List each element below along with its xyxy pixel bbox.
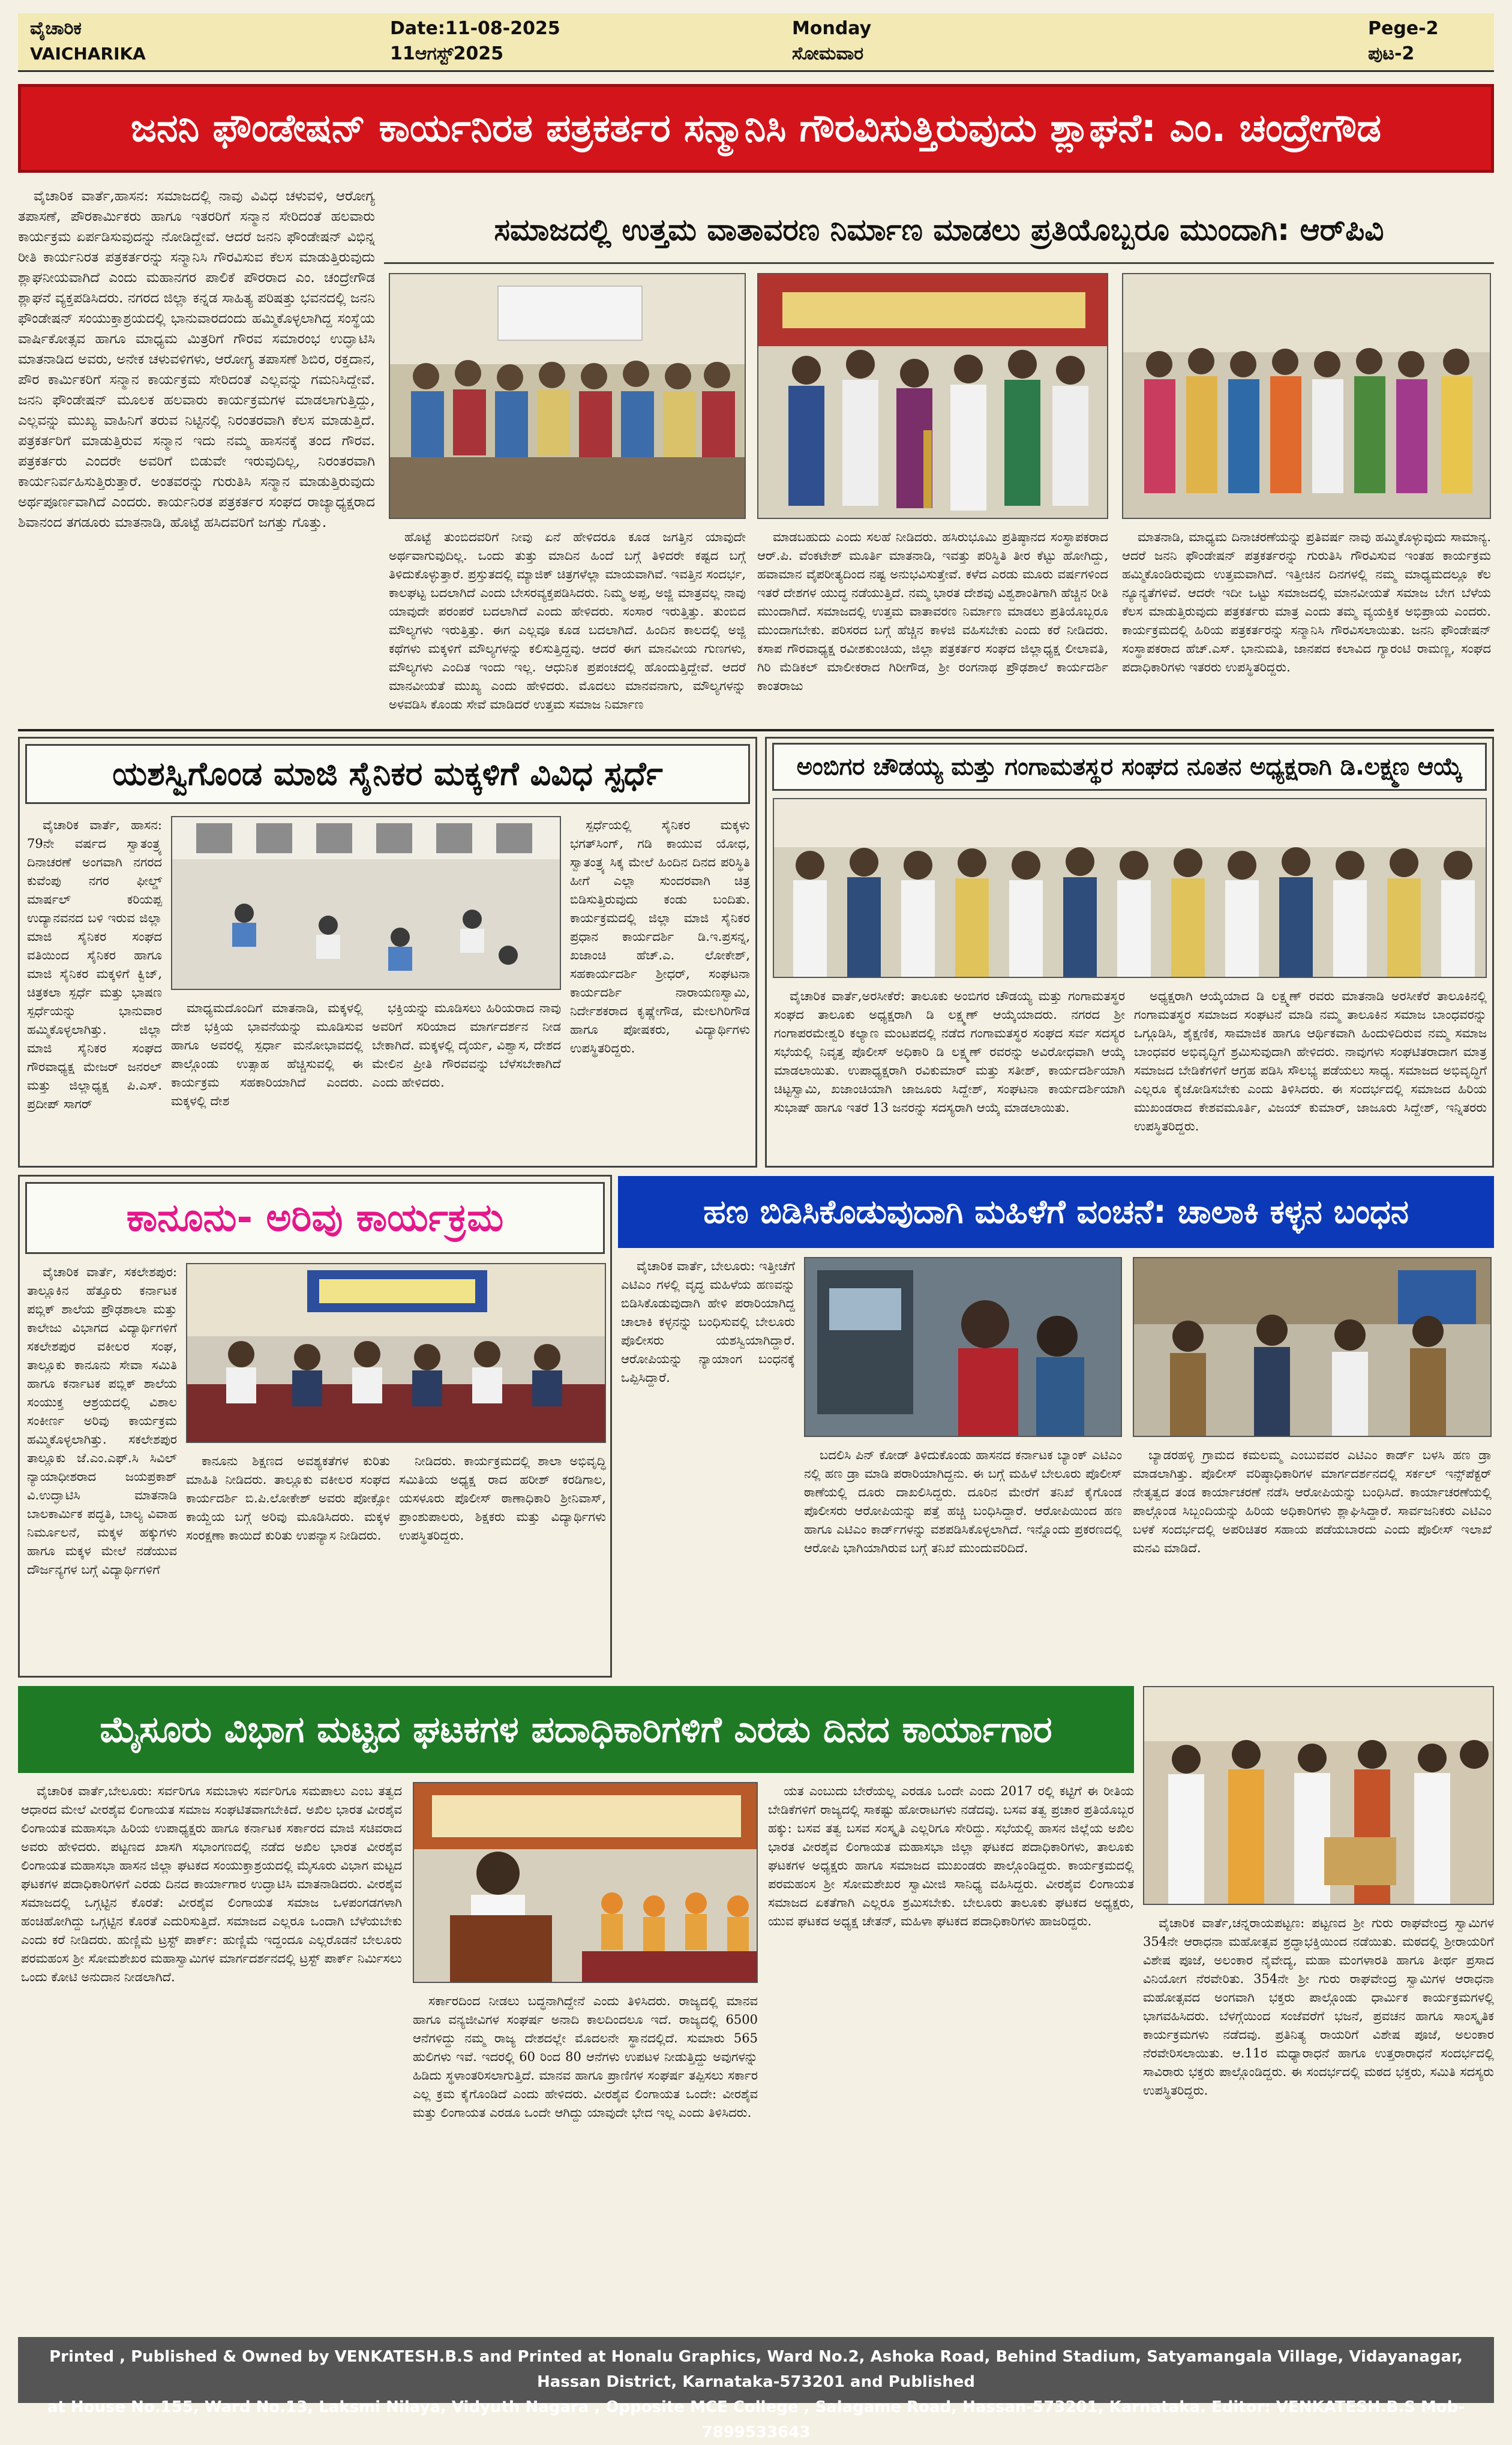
article-law-text-1: ವೈಚಾರಿಕ ವಾರ್ತೆ, ಸಕಲೇಶಪುರ: ತಾಲ್ಲೂಕಿನ ಹೆತ್ತೂರು ಕರ್ನಾಟಕ ಪಬ್ಲಿಕ್ ಶಾಲೆಯ ಪ್ರೌಢಶಾಲಾ ಮತ್ತು ಕಾಲೇಜು ವಿಭಾಗದ ವಿದ್ಯಾರ್ಥಿಗಳಿಗೆ ಸಕಲೇಶಪುರ ವಕೀಲರ ಸಂಘ, ತಾಲ್ಲೂಕು ಕಾನೂನು ಸೇವಾ ಸಮಿತಿ ಹಾಗೂ ಕರ್ನಾಟಕ ಪಬ್ಲಿಕ್ ಶಾಲೆಯ ಸಂಯುಕ್ತ ಆಶ್ರಯದಲ್ಲಿ ವಿಶಾಲ ಸಂಕೀರ್ಣ ಅರಿವು ಕಾರ್ಯಕ್ರಮ ಹಮ್ಮಿಕೊಳ್ಳಲಾಗಿತ್ತು. ಸಕಲೇಶಪುರ ತಾಲ್ಲೂಕು ಜೆ.ಎಂ.ಎಫ್.ಸಿ ಸಿವಿಲ್ ನ್ಯಾಯಾಧೀಶರಾದ ಜಯಪ್ರಕಾಶ್ ವಿ.ಉದ್ಘಾಟಿಸಿ ಮಾತನಾಡಿ ಬಾಲಕಾರ್ಮಿಕ ಪದ್ಧತಿ, ಬಾಲ್ಯ ವಿವಾಹ ನಿರ್ಮೂಲನೆ, ಮಕ್ಕಳ ಹಕ್ಕುಗಳು ಹಾಗೂ ಮಕ್ಕಳ ಮೇಲೆ ನಡೆಯುವ ದೌರ್ಜನ್ಯಗಳ ಬಗ್ಗೆ ವಿದ್ಯಾರ್ಥಿಗಳಿಗೆ	[27, 1265, 177, 1577]
photo-janani-group-1	[389, 273, 746, 519]
photo-workshop-speaker	[413, 1782, 758, 1983]
article-workshop-col-3	[768, 1782, 1134, 2328]
article-gangamata-col-1	[774, 987, 1125, 1161]
footer-line-2: at House No.155, Ward No.13, Laksmi Nilaya, Vidyuth Nagara , Opposite MCE College , Salagame Road, Hassan-573201, Karnataka. Editor: VENKATESH.B.S Mob-7899533643	[47, 2398, 1465, 2441]
article-law-text-2: ಕಾನೂನು ಶಿಕ್ಷಣದ ಅವಶ್ಯಕತೆಗಳ ಕುರಿತು ಮಾಹಿತಿ ನೀಡಿದರು. ತಾಲ್ಲೂಕು ವಕೀಲರ ಸಂಘದ ಕಾರ್ಯದರ್ಶಿ ಬಿ.ಪಿ.ಲೋಕೇಶ್ ಅವರು ಪೋಕ್ಸೋ ಕಾಯ್ದೆಯ ಬಗ್ಗೆ ಅರಿವು ಮೂಡಿಸಿದರು. ಮಕ್ಕಳ ಸಂರಕ್ಷಣಾ ಕಾಯಿದೆ ಕುರಿತು ಉಪನ್ಯಾಸ ನೀಡಿದರು.	[186, 1454, 390, 1543]
photo-atm-accused	[1133, 1257, 1492, 1437]
paper-name-en: VAICHARIKA	[30, 44, 146, 64]
article-law-col-3	[399, 1452, 606, 1671]
article-janani-text: ವೈಚಾರಿಕ ವಾರ್ತೆ,ಹಾಸನ: ಸಮಾಜದಲ್ಲಿ ನಾವು ವಿವಿಧ ಚಳುವಳಿ, ಆರೋಗ್ಯ ತಪಾಸಣೆ, ಪೌರಕಾರ್ಮಿಕರು ಹಾಗೂ ಇತರರಿಗೆ ಸನ್ಮಾನ ಸೇರಿದಂತೆ ಹಲವಾರು ಕಾರ್ಯಕ್ರಮ ಏರ್ಪಡಿಸುವುದನ್ನು ನೋಡಿದ್ದೇವೆ. ಆದರೆ ಜನನಿ ಫೌಂಡೇಷನ್ ವಿಭಿನ್ನ ರೀತಿ ಕಾರ್ಯನಿರತ ಪತ್ರಕರ್ತರನ್ನು ಸನ್ಮಾನಿಸಿ ಗೌರವಿಸುವ ಕೆಲಸ ಮಾಡುತ್ತಿರುವುದು ಶ್ಲಾಘನೀಯವಾಗಿದೆ ಎಂದು ಮಹಾನಗರ ಪಾಲಿಕೆ ಪೌರರಾದ ಎಂ. ಚಂದ್ರೇಗೌಡ ಶ್ಲಾಘನೆ ವ್ಯಕ್ತಪಡಿಸಿದರು. ನಗರದ ಜಿಲ್ಲಾ ಕನ್ನಡ ಸಾಹಿತ್ಯ ಪರಿಷತ್ತು ಭವನದಲ್ಲಿ ಜನನಿ ಫೌಂಡೇಷನ್ ಸಂಯುಕ್ತಾಶ್ರಯದಲ್ಲಿ ಭಾನುವಾರದಂದು ಹಮ್ಮಿಕೊಳ್ಳಲಾಗಿದ್ದ ಸಂಸ್ಥೆಯ ವಾರ್ಷಿಕೋತ್ಸವ ಹಾಗೂ ಮಾಧ್ಯಮ ಮಿತ್ರರಿಗೆ ಗೌರವ ಸಮಾರಂಭ ಉದ್ಘಾಟಿಸಿ ಮಾತನಾಡಿದ ಅವರು, ಅನೇಕ ಚಳುವಳಿಗಳು, ಆರೋಗ್ಯ ತಪಾಸಣೆ ಶಿಬಿರ, ರಕ್ತದಾನ, ಪೌರ ಕಾರ್ಮಿಕರಿಗೆ ಸನ್ಮಾನ ಕಾರ್ಯಕ್ರಮ ಸೇರಿದಂತೆ ಎಲ್ಲವನ್ನು ಗಮನಿಸಿದ್ದೇವೆ. ಜನನಿ ಫೌಂಡೇಷನ್ ಮೂಲಕ ಹಲವಾರು ಕಾರ್ಯಕ್ರಮಗಳ ಮಾಡಲಾಗುತ್ತಿದ್ದು, ಎಲ್ಲವನ್ನು ಮುಖ್ಯ ವಾಹಿನಿಗೆ ತರುವ ನಿಟ್ಟಿನಲ್ಲಿ ನಿರಂತರವಾಗಿ ಕೆಲಸ ಮಾಡುತ್ತಿದೆ. ಪತ್ರಕರ್ತರಿಗೆ ಮಾಡುತ್ತಿರುವ ಸನ್ಮಾನ ಇದು ನಮ್ಮ ಹಾಸನಕ್ಕೆ ತಂದ ಗೌರವ. ಪತ್ರಕರ್ತರು ಎಂದರೇ ಅವರಿಗೆ ಬಿಡುವೇ ಇರುವುದಿಲ್ಲ, ನಿರಂತರವಾಗಿ ಕಾರ್ಯನಿರ್ವಹಿಸುತ್ತಿರುತ್ತಾರೆ. ಅಂತವರನ್ನು ಗುರುತಿಸಿ ಸನ್ಮಾನ ಮಾಡುತ್ತಿರುವುದು ಅರ್ಥಪೂರ್ಣವಾಗಿದೆ ಎಂದರು. ಕಾರ್ಯನಿರತ ಪತ್ರಕರ್ತರ ಸಂಘದ ರಾಜ್ಯಾಧ್ಯಕ್ಷರಾದ ಶಿವಾನಂದ ತಗಡೂರು ಮಾತನಾಡಿ, ಹೊಟ್ಟೆ ಹಸಿದವರಿಗೆ ಜಗತ್ತು ಗೊತ್ತು.	[18, 188, 375, 530]
headline-law-awareness: ಕಾನೂನು- ಅರಿವು ಕಾರ್ಯಕ್ರಮ	[25, 1182, 605, 1254]
divider-1	[18, 729, 1494, 731]
headline-rpv: ಸಮಾಜದಲ್ಲಿ ಉತ್ತಮ ವಾತಾವರಣ ನಿರ್ಮಾಣ ಮಾಡಲು ಪ್ರತಿಯೊಬ್ಬರೂ ಮುಂದಾಗಿ: ಆರ್‌ಪಿವಿ	[384, 198, 1494, 264]
headline-jananifoundation: ಜನನಿ ಫೌಂಡೇಷನ್ ಕಾರ್ಯನಿರತ ಪತ್ರಕರ್ತರ ಸನ್ಮಾನಿಸಿ ಗೌರವಿಸುತ್ತಿರುವುದು ಶ್ಲಾಘನೆ: ಎಂ. ಚಂದ್ರೇಗೌಡ	[18, 84, 1494, 173]
footer-line-1: Printed , Published & Owned by VENKATESH.B.S and Printed at Honalu Graphics, Ward No.2, Ashoka Road, Behind Stadium, Satyamangala Village, Vidayanagar, Hassan District, Karnataka-573201 and Published	[49, 2348, 1463, 2391]
article-gangamata-col-2	[1134, 987, 1487, 1161]
photo-drawing-competition	[171, 816, 561, 990]
photo-janani-group-2	[1122, 273, 1491, 519]
article-atm-col-2	[804, 1446, 1122, 1674]
photo-gangamata-group	[773, 798, 1487, 978]
article-law-text-3: ನೀಡಿದರು. ಕಾರ್ಯಕ್ರಮದಲ್ಲಿ ಶಾಲಾ ಅಭಿವೃದ್ಧಿ ಸಮಿತಿಯ ಅಧ್ಯಕ್ಷ ರಾದ ಹರೀಶ್ ಕರಡಿಗಾಲ, ಯಸಳೂರು ಪೊಲೀಸ್ ಠಾಣಾಧಿಕಾರಿ ಶ್ರೀನಿವಾಸ್, ಪ್ರಾಂಶುಪಾಲರು, ಶಿಕ್ಷಕರು ಮತ್ತು ವಿದ್ಯಾರ್ಥಿಗಳು ಉಪಸ್ಥಿತರಿದ್ದರು.	[399, 1454, 606, 1543]
date-en: Date:11-08-2025	[390, 18, 560, 39]
article-exservicemen-text-4: ಭಕ್ತಿಯನ್ನು ಮೂಡಿಸಲು ಹಿರಿಯರಾದ ನಾವು ಅವರಿಗೆ ಸರಿಯಾದ ಮಾರ್ಗದರ್ಶನ ನೀಡ ಬೇಕಾಗಿದೆ. ಮಕ್ಕಳಲ್ಲಿ ದೈರ್ಯ, ವಿಶ್ವಾಸ, ದೇಶದ ಮೇಲಿನ ಪ್ರೀತಿ ಗೌರವವನ್ನು ಬೆಳೆಸಬೇಕಾಗಿದೆ ಎಂದು ಹೇಳಿದರು.	[372, 1001, 561, 1090]
day-en: Monday	[792, 18, 872, 39]
masthead	[18, 13, 1494, 72]
article-gangamata-text-2: ಅಧ್ಯಕ್ಷರಾಗಿ ಆಯ್ಕೆಯಾದ ಡಿ ಲಕ್ಷ್ಮಣ್ ರವರು ಮಾತನಾಡಿ ಅರಸೀಕೆರೆ ತಾಲೂಕಿನಲ್ಲಿ ಗಂಗಾಮತಸ್ಥರ ಸಮಾಜದ ಸಂಘಟನೆ ಮಾಡಿ ನಮ್ಮ ತಾಲೂಕಿನ ಸಮಾಜ ಬಾಂಧವರನ್ನು ಒಗ್ಗೂಡಿಸಿ, ಶೈಕ್ಷಣಿಕ, ಸಾಮಾಜಿಕ ಹಾಗೂ ಆರ್ಥಿಕವಾಗಿ ಹಿಂದುಳಿದಿರುವ ನಮ್ಮ ಸಮಾಜ ಬಾಂಧವರ ಅಭಿವೃದ್ಧಿಗೆ ಶ್ರಮಿಸುವುದಾಗಿ ಹೇಳಿದರು. ನಾವುಗಳು ಸಂಘಟಿತರಾದಾಗ ಮಾತ್ರ ಸಮಾಜದ ಬೇಡಿಕೆಗಳಿಗೆ ಆಗ್ರಹ ಪಡಿಸಿ ಸೌಲಭ್ಯ ಪಡೆಯಲು ಸಾಧ್ಯ. ಸಮಾಜದ ಅಭಿವೃದ್ಧಿಗೆ ಎಲ್ಲರೂ ಕೈಜೋಡಿಸಬೇಕು ಎಂದು ತಿಳಿಸಿದರು. ಈ ಸಂದರ್ಭದಲ್ಲಿ ಸಮಾಜದ ಹಿರಿಯ ಮುಖಂಡರಾದ ಕೇಶವಮೂರ್ತಿ, ವಿಜಯ್ ಕುಮಾರ್, ಜಾಜೂರು ಸಿದ್ದೇಶ್, ಇನ್ನಿತರರು ಉಪಸ್ಥಿತರಿದ್ದರು.	[1134, 989, 1487, 1133]
article-exservicemen-col-3	[171, 999, 363, 1158]
day-kn: ಸೋಮವಾರ	[792, 43, 864, 64]
article-rpv-col-2	[757, 528, 1108, 723]
article-exservicemen-text-2: ಸ್ಪರ್ಧೆಯಲ್ಲಿ ಸೈನಿಕರ ಮಕ್ಕಳು ಭಗತ್‌ಸಿಂಗ್, ಗಡಿ ಕಾಯುವ ಯೋಧ, ಸ್ವಾತಂತ್ರ್ಯ ಸಿಕ್ಕ ಮೇಲೆ ಹಿಂದಿನ ದಿನದ ಪರಿಸ್ಥಿತಿ ಹೀಗೆ ಎಲ್ಲಾ ಸುಂದರವಾಗಿ ಚಿತ್ರ ಬಿಡಿಸುತ್ತಿರುವುದು ಕಂಡು ಬಂದಿತು. ಕಾರ್ಯಕ್ರಮದಲ್ಲಿ ಜಿಲ್ಲಾ ಮಾಜಿ ಸೈನಿಕರ ಪ್ರಧಾನ ಕಾರ್ಯದರ್ಶಿ ಡಿ.ಇ.ಪ್ರಸನ್ನ, ಖಜಾಂಚಿ ಹೆಚ್.ಎ. ಲೋಕೇಶ್, ಸಹಕಾರ್ಯದರ್ಶಿ ಶ್ರೀಧರ್, ಸಂಘಟನಾ ಕಾರ್ಯದರ್ಶಿ ನಾರಾಯಣಸ್ವಾಮಿ, ನಿರ್ದೇಶಕರಾದ ಕೃಷ್ಣೇಗೌಡ, ಮೇಲಗಿರಿಗೌಡ ಹಾಗೂ ಪೋಷಕರು, ವಿದ್ಯಾರ್ಥಿಗಳು ಉಪಸ್ಥಿತರಿದ್ದರು.	[570, 818, 750, 1055]
article-raghavendra-body	[1143, 1914, 1494, 2328]
article-atm-text-1: ವೈಚಾರಿಕ ವಾರ್ತೆ, ಬೇಲೂರು: ಇತ್ತೀಚೆಗೆ ಎಟಿಎಂ ಗಳಲ್ಲಿ ವೃದ್ಧ ಮಹಿಳೆಯ ಹಣವನ್ನು ಬಿಡಿಸಿಕೊಡುವುದಾಗಿ ಹೇಳಿ ಪರಾರಿಯಾಗಿದ್ದ ಚಾಲಾಕಿ ಕಳ್ಳನನ್ನು ಬಂಧಿಸುವಲ್ಲಿ ಬೇಲೂರು ಪೊಲೀಸರು ಯಶಸ್ವಿಯಾಗಿದ್ದಾರೆ. ಆರೋಪಿಯನ್ನು ನ್ಯಾಯಾಂಗ ಬಂಧನಕ್ಕೆ ಒಪ್ಪಿಸಿದ್ದಾರೆ.	[621, 1259, 795, 1385]
article-atm-text-2: ಬದಲಿಸಿ ಪಿನ್ ಕೋಡ್ ತಿಳಿದುಕೊಂಡು ಹಾಸನದ ಕರ್ನಾಟಕ ಬ್ಯಾಂಕ್ ಎಟಿಎಂ ನಲ್ಲಿ ಹಣ ಡ್ರಾ ಮಾಡಿ ಪರಾರಿಯಾಗಿದ್ದನು. ಈ ಬಗ್ಗೆ ಮಹಿಳೆ ಬೇಲೂರು ಪೊಲೀಸ್ ಠಾಣೆಯಲ್ಲಿ ದೂರು ದಾಖಲಿಸಿದ್ದರು. ದೂರಿನ ಮೇರೆಗೆ ತನಿಖೆ ಕೈಗೊಂಡ ಪೊಲೀಸರು ಆರೋಪಿಯನ್ನು ಪತ್ತೆ ಹಚ್ಚಿ ಬಂಧಿಸಿದ್ದಾರೆ. ಆರೋಪಿಯಿಂದ ಹಣ ಹಾಗೂ ಎಟಿಎಂ ಕಾರ್ಡ್‌ಗಳನ್ನು ವಶಪಡಿಸಿಕೊಳ್ಳಲಾಗಿದೆ. ಇನ್ನೊಂದು ಪ್ರಕರಣದಲ್ಲಿ ಆರೋಪಿ ಭಾಗಿಯಾಗಿರುವ ಬಗ್ಗೆ ತನಿಖೆ ಮುಂದುವರಿದಿದೆ.	[804, 1448, 1122, 1555]
article-exservicemen-col-1	[27, 816, 162, 1158]
headline-atm-fraud: ಹಣ ಬಿಡಿಸಿಕೊಡುವುದಾಗಿ ಮಹಿಳೆಗೆ ವಂಚನೆ: ಚಾಲಾಕಿ ಕಳ್ಳನ ಬಂಧನ	[618, 1176, 1494, 1248]
article-exservicemen-text-1: ವೈಚಾರಿಕ ವಾರ್ತೆ, ಹಾಸನ: 79ನೇ ವರ್ಷದ ಸ್ವಾತಂತ್ರ್ಯ ದಿನಾಚರಣೆ ಅಂಗವಾಗಿ ನಗರದ ಕುವೆಂಪು ನಗರ ಫೀಲ್ಡ್ ಮಾರ್ಷಲ್ ಕರಿಯಪ್ಪ ಉದ್ಯಾನವನದ ಬಳಿ ಇರುವ ಜಿಲ್ಲಾ ಮಾಜಿ ಸೈನಿಕರ ಸಂಘದ ವತಿಯಿಂದ ಸೈನಿಕರ ಹಾಗೂ ಮಾಜಿ ಸೈನಿಕರ ಮಕ್ಕಳಿಗೆ ಕ್ವಿಜ್, ಚಿತ್ರಕಲಾ ಸ್ಪರ್ಧೆ ಮತ್ತು ಭಾಷಣ ಸ್ಪರ್ಧೆಯನ್ನು ಭಾನುವಾರ ಹಮ್ಮಿಕೊಳ್ಳಲಾಗಿತ್ತು. ಜಿಲ್ಲಾ ಮಾಜಿ ಸೈನಿಕರ ಸಂಘದ ಗೌರವಾಧ್ಯಕ್ಷ ಮೇಜರ್ ಜನರಲ್ ಮತ್ತು ಜಿಲ್ಲಾಧ್ಯಕ್ಷ ಪಿ.ಎಸ್. ಪ್ರದೀಪ್ ಸಾಗರ್	[27, 818, 162, 1111]
headline-gangamata: ಅಂಬಿಗರ ಚೌಡಯ್ಯ ಮತ್ತು ಗಂಗಾಮತಸ್ಥರ ಸಂಘದ ನೂತನ ಅಧ್ಯಕ್ಷರಾಗಿ ಡಿ.ಲಕ್ಷ್ಮಣ ಆಯ್ಕೆ	[772, 743, 1487, 791]
article-exservicemen-col-4	[372, 999, 561, 1158]
article-raghavendra-text: ವೈಚಾರಿಕ ವಾರ್ತೆ,ಚನ್ನರಾಯಪಟ್ಟಣ: ಪಟ್ಟಣದ ಶ್ರೀ ಗುರು ರಾಘವೇಂದ್ರ ಸ್ವಾಮಿಗಳ 354ನೇ ಆರಾಧನಾ ಮಹೋತ್ಸವ ಶ್ರದ್ಧಾಭಕ್ತಿಯಿಂದ ನಡೆಯಿತು. ಮಠದಲ್ಲಿ ಶ್ರೀರಾಯರಿಗೆ ವಿಶೇಷ ಪೂಜೆ, ಅಲಂಕಾರ ನೈವೇದ್ಯ, ಮಹಾ ಮಂಗಳಾರತಿ ಹಾಗೂ ತೀರ್ಥ ಪ್ರಸಾದ ವಿನಿಯೋಗ ನೆರವೇರಿತು. 354ನೇ ಶ್ರೀ ಗುರು ರಾಘವೇಂದ್ರ ಸ್ವಾಮಿಗಳ ಆರಾಧನಾ ಮಹೋತ್ಸವದ ಅಂಗವಾಗಿ ಭಕ್ತರು ಪಾಲ್ಗೊಂಡು ಧಾರ್ಮಿಕ ಕಾರ್ಯಕ್ರಮಗಳಲ್ಲಿ ಭಾಗವಹಿಸಿದರು. ಬೆಳಗ್ಗೆಯಿಂದ ಸಂಜೆವರೆಗೆ ಭಜನೆ, ಪ್ರವಚನ ಹಾಗೂ ಸಾಂಸ್ಕೃತಿಕ ಕಾರ್ಯಕ್ರಮಗಳು ನಡೆದವು. ಪ್ರತಿನಿತ್ಯ ರಾಯರಿಗೆ ವಿಶೇಷ ಪೂಜೆ, ಅಲಂಕಾರ ನೆರವೇರಿಸಲಾಯಿತು. ಆ.11ರ ಮಧ್ಯಾರಾಧನೆ ಹಾಗೂ ಉತ್ತರಾರಾಧನೆ ಸಂದರ್ಭದಲ್ಲಿ ಸಾವಿರಾರು ಭಕ್ತರು ಪಾಲ್ಗೊಂಡಿದ್ದರು. ಈ ಸಂದರ್ಭದಲ್ಲಿ ಮಠದ ಭಕ್ತರು, ಸಮಿತಿ ಸದಸ್ಯರು ಉಪಸ್ಥಿತರಿದ್ದರು.	[1143, 1916, 1494, 2098]
page-number-kn: ಪುಟ-2	[1368, 43, 1415, 64]
paper-name-kn: ವೈಚಾರಿಕ	[30, 18, 82, 39]
photo-janani-lamp-lighting	[757, 273, 1108, 519]
article-workshop-col-2	[413, 1992, 758, 2328]
date-kn: 11ಆಗಸ್ಟ್2025	[390, 43, 504, 64]
article-atm-text-3: ಬ್ಯಾಡರಹಳ್ಳಿ ಗ್ರಾಮದ ಕಮಲಮ್ಮ ಎಂಬುವವರ ಎಟಿಎಂ ಕಾರ್ಡ್ ಬಳಸಿ ಹಣ ಡ್ರಾ ಮಾಡಲಾಗಿತ್ತು. ಪೊಲೀಸ್ ವರಿಷ್ಠಾಧಿಕಾರಿಗಳ ಮಾರ್ಗದರ್ಶನದಲ್ಲಿ ಸರ್ಕಲ್ ಇನ್ಸ್‌ಪೆಕ್ಟರ್ ನೇತೃತ್ವದ ತಂಡ ಕಾರ್ಯಾಚರಣೆ ನಡೆಸಿ ಆರೋಪಿಯನ್ನು ಬಂಧಿಸಿದೆ. ಕಾರ್ಯಾಚರಣೆಯಲ್ಲಿ ಪಾಲ್ಗೊಂಡ ಸಿಬ್ಬಂದಿಯನ್ನು ಹಿರಿಯ ಅಧಿಕಾರಿಗಳು ಶ್ಲಾಘಿಸಿದ್ದಾರೆ. ಸಾರ್ವಜನಿಕರು ಎಟಿಎಂ ಬಳಕೆ ಸಂದರ್ಭದಲ್ಲಿ ಅಪರಿಚಿತರ ಸಹಾಯ ಪಡೆಯಬಾರದು ಎಂದು ಪೊಲೀಸ್ ಇಲಾಖೆ ಮನವಿ ಮಾಡಿದೆ.	[1133, 1448, 1492, 1555]
article-atm-col-3	[1133, 1446, 1492, 1674]
article-janani-body	[18, 186, 375, 714]
article-rpv-text-3: ಮಾತನಾಡಿ, ಮಾಧ್ಯಮ ದಿನಾಚರಣೆಯನ್ನು ಪ್ರತಿವರ್ಷ ನಾವು ಹಮ್ಮಿಕೊಳ್ಳುವುದು ಸಾಮಾನ್ಯ. ಆದರೆ ಜನನಿ ಫೌಂಡೇಷನ್ ಪತ್ರಕರ್ತರನ್ನು ಗುರುತಿಸಿ ಗೌರವಿಸುವ ಇಂತಹ ಕಾರ್ಯಕ್ರಮ ಹಮ್ಮಿಕೊಂಡಿರುವುದು ಉತ್ತಮವಾಗಿದೆ. ಇತ್ತೀಚಿನ ದಿನಗಳಲ್ಲಿ ನಮ್ಮ ಮಾಧ್ಯಮದಲ್ಲೂ ಕೆಲ ನ್ಯೂನ್ಯತೆಗಳಿವೆ. ಆದರೇ ಇದೀ ಒಟ್ಟು ಸಮಾಜದಲ್ಲಿ ಮಾನವೀಯತೆ ಸಮಾಜ ಬೇಗ ಬೆಳೆಯ ಕೆಲಸ ಮಾಡುತ್ತಿರುವುದು ಪತ್ರಕರ್ತರು ಮಾತ್ರ ಎಂದು ತಮ್ಮ ವ್ಯಯಕ್ತಿಕ ಅಭಿಪ್ರಾಯ ಎಂದರು. ಕಾರ್ಯಕ್ರಮದಲ್ಲಿ ಹಿರಿಯ ಪತ್ರಕರ್ತರನ್ನು ಸನ್ಮಾನಿಸಿ ಗೌರವಿಸಲಾಯಿತು. ಜನನಿ ಫೌಂಡೇಷನ್ ಸಂಸ್ಥಾಪಕರಾದ ಹೆಚ್.ಎಸ್. ಭಾನುಮತಿ, ಜಾನಪದ ಕಲಾವಿದ ಗ್ಯಾರಂಟಿ ರಾಮಣ್ಣ, ಸಂಘದ ಪದಾಧಿಕಾರಿಗಳು ಇತರರು ಉಪಸ್ಥಿತರಿದ್ದರು.	[1122, 530, 1491, 674]
article-atm-col-1	[621, 1257, 795, 1437]
article-exservicemen-col-2	[570, 816, 750, 1158]
article-workshop-text-1: ವೈಚಾರಿಕ ವಾರ್ತೆ,ಬೇಲೂರು: ಸರ್ವರಿಗೂ ಸಮಬಾಳು ಸರ್ವರಿಗೂ ಸಮಪಾಲು ಎಂಬ ತತ್ವದ ಆಧಾರದ ಮೇಲೆ ವೀರಶೈವ ಲಿಂಗಾಯತ ಸಮಾಜ ಸಂಘಟಿತವಾಗಬೇಕಿದೆ. ಅಖಿಲ ಭಾರತ ವೀರಶೈವ ಲಿಂಗಾಯತ ಮಹಾಸಭಾ ಹಿರಿಯ ಉಪಾಧ್ಯಕ್ಷರು ಹಾಗೂ ಕರ್ನಾಟಕ ಸರ್ಕಾರದ ಮಾಜಿ ಸಚಿವರಾದ ಅವರು ಹೇಳಿದರು. ಪಟ್ಟಣದ ಖಾಸಗಿ ಸಭಾಂಗಣದಲ್ಲಿ ನಡೆದ ಅಖಿಲ ಭಾರತ ವೀರಶೈವ ಲಿಂಗಾಯತ ಮಹಾಸಭಾ ಹಾಸನ ಜಿಲ್ಲಾ ಘಟಕದ ಸಂಯುಕ್ತಾಶ್ರಯದಲ್ಲಿ ಮೈಸೂರು ವಿಭಾಗ ಮಟ್ಟದ ಘಟಕಗಳ ಪದಾಧಿಕಾರಿಗಳಿಗೆ ಎರಡು ದಿನದ ಕಾರ್ಯಾಗಾರ ಉದ್ಘಾಟಿಸಿ ಮಾತನಾಡಿದರು. ವೀರಶೈವ ಸಮಾಜದಲ್ಲಿ ಒಗ್ಗಟ್ಟಿನ ಕೊರತೆ: ವೀರಶೈವ ಲಿಂಗಾಯತ ಸಮಾಜ ಒಳಪಂಗಡಗಳಾಗಿ ಹಂಚಿಹೋಗಿದ್ದು ಒಗ್ಗಟ್ಟಿನ ಕೊರತೆ ಎದುರಿಸುತ್ತಿದೆ. ಸಮಾಜದ ಎಲ್ಲರೂ ಒಂದಾಗಿ ಬೆಳೆಯಬೇಕು ಎಂದು ಕರೆ ನೀಡಿದರು. ಹುಣ್ಣಿಮೆ ಟ್ರಸ್ಟ್ ಪಾರ್ಕ್: ಹುಣ್ಣಿಮೆ ಇದ್ದಂದೂ ಎಲ್ಲರೊಡನೆ ಬೇಲೂರು ಪರಮಹಂಸ ಶ್ರೀ ಸೋಮಶೇಖರ ಮಹಾಸ್ವಾಮಿಗಳ ಮಾರ್ಗದರ್ಶನದಲ್ಲಿ ಟ್ರಸ್ಟ್ ಪಾರ್ಕ್ ನಿರ್ಮಿಸಲು ಒಂದು ಕೋಟಿ ಅನುದಾನ ನೀಡಲಾಗಿದೆ.	[21, 1784, 402, 1984]
article-atm-col-1b	[621, 1446, 795, 1674]
page-number-en: Pege-2	[1368, 18, 1439, 39]
photo-raghavendra-aradhane	[1143, 1686, 1494, 1905]
article-workshop-text-2: ಸರ್ಕಾರದಿಂದ ನೀಡಲು ಬದ್ಧನಾಗಿದ್ದೇನೆ ಎಂದು ತಿಳಿಸಿದರು. ರಾಜ್ಯದಲ್ಲಿ ಮಾನವ ಹಾಗೂ ವನ್ಯಜೀವಿಗಳ ಸಂಘರ್ಷ ಅನಾದಿ ಕಾಲದಿಂದಲೂ ಇದೆ. ರಾಜ್ಯದಲ್ಲಿ 6500 ಆನೆಗಳಿದ್ದು ನಮ್ಮ ರಾಜ್ಯ ದೇಶದಲ್ಲೇ ಮೊದಲನೇ ಸ್ಥಾನದಲ್ಲಿದೆ. ಸುಮಾರು 565 ಹುಲಿಗಳು ಇವೆ. ಇದರಲ್ಲಿ 60 ರಿಂದ 80 ಆನೆಗಳು ಉಪಟಳ ನೀಡುತ್ತಿದ್ದು ಅವುಗಳನ್ನು ಹಿಡಿದು ಸ್ಥಳಾಂತರಿಸಲಾಗುತ್ತಿದೆ. ಮಾನವ ಹಾಗೂ ಪ್ರಾಣಿಗಳ ಸಂಘರ್ಷ ತಪ್ಪಿಸಲು ಸರ್ಕಾರ ಎಲ್ಲ ಕ್ರಮ ಕೈಗೊಂಡಿದೆ ಎಂದು ಹೇಳಿದರು. ವೀರಶೈವ ಲಿಂಗಾಯತ ಒಂದೇ: ವೀರಶೈವ ಮತ್ತು ಲಿಂಗಾಯತ ಎರಡೂ ಒಂದೇ ಆಗಿದ್ದು ಯಾವುದೇ ಭೇದ ಇಲ್ಲ ಎಂದು ತಿಳಿಸಿದರು.	[413, 1994, 758, 2120]
article-exservicemen-text-3: ಮಾಧ್ಯಮದೊಂದಿಗೆ ಮಾತನಾಡಿ, ಮಕ್ಕಳಲ್ಲಿ ದೇಶ ಭಕ್ತಿಯ ಭಾವನೆಯನ್ನು ಮೂಡಿಸುವ ಹಾಗೂ ಅವರಲ್ಲಿ ಸ್ಪರ್ಧಾ ಮನೋಭಾವದಲ್ಲಿ ಪಾಲ್ಗೊಂಡು ಉತ್ಸಾಹ ಹೆಚ್ಚಿಸುವಲ್ಲಿ ಈ ಕಾರ್ಯಕ್ರಮ ಸಹಕಾರಿಯಾಗಿದೆ ಎಂದರು. ಮಕ್ಕಳಲ್ಲಿ ದೇಶ	[171, 1001, 363, 1108]
article-gangamata-text-1: ವೈಚಾರಿಕ ವಾರ್ತೆ,ಅರಸೀಕೆರೆ: ತಾಲೂಕು ಅಂಬಿಗರ ಚೌಡಯ್ಯ ಮತ್ತು ಗಂಗಾಮತಸ್ಥರ ಸಂಘದ ತಾಲೂಕು ಅಧ್ಯಕ್ಷರಾಗಿ ಡಿ ಲಕ್ಷ್ಮಣ್ ಆಯ್ಕೆಯಾದರು. ನಗರದ ಶ್ರೀ ಗಂಗಾಪರಮೇಶ್ವರಿ ಕಲ್ಯಾಣ ಮಂಟಪದಲ್ಲಿ ನಡೆದ ಗಂಗಾಮತಸ್ಥರ ಸಂಘದ ಸರ್ವ ಸದಸ್ಯರ ಸಭೆಯಲ್ಲಿ ನಿವೃತ್ತ ಪೊಲೀಸ್ ಅಧಿಕಾರಿ ಡಿ ಲಕ್ಷ್ಮಣ್ ರವರನ್ನು ಅವಿರೋಧವಾಗಿ ಆಯ್ಕೆ ಮಾಡಲಾಯಿತು. ಉಪಾಧ್ಯಕ್ಷರಾಗಿ ರವಿಕುಮಾರ್ ಮತ್ತು ಸತೀಶ್, ಕಾರ್ಯದರ್ಶಿಯಾಗಿ ಚಿಟ್ಟಸ್ವಾಮಿ, ಖಜಾಂಚಿಯಾಗಿ ಜಾಜೂರು ಸಿದ್ದೇಶ್, ಸಂಘಟನಾ ಕಾರ್ಯದರ್ಶಿಯಾಗಿ ಸುಭಾಷ್ ಹಾಗೂ ಇತರೆ 13 ಜನರನ್ನು ಸದಸ್ಯರಾಗಿ ಆಯ್ಕೆ ಮಾಡಲಾಯಿತು.	[774, 989, 1125, 1115]
headline-exservicemen: ಯಶಸ್ವಿಗೊಂಡ ಮಾಜಿ ಸೈನಿಕರ ಮಕ್ಕಳಿಗೆ ವಿವಿಧ ಸ್ಪರ್ಧೆ	[25, 744, 750, 804]
headline-mysuru-workshop: ಮೈಸೂರು ವಿಭಾಗ ಮಟ್ಟದ ಘಟಕಗಳ ಪದಾಧಿಕಾರಿಗಳಿಗೆ ಎರಡು ದಿನದ ಕಾರ್ಯಾಗಾರ	[18, 1686, 1134, 1773]
article-rpv-text-2: ಮಾಡಬಹುದು ಎಂದು ಸಲಹೆ ನೀಡಿದರು. ಹಸಿರುಭೂಮಿ ಪ್ರತಿಷ್ಠಾನದ ಸಂಸ್ಥಾಪಕರಾದ ಆರ್.ಪಿ. ವೆಂಕಟೇಶ್ ಮೂರ್ತಿ ಮಾತನಾಡಿ, ಇವತ್ತು ಪರಿಸ್ಥಿತಿ ತೀರ ಕೆಟ್ಟು ಹೋಗಿದ್ದು, ಹವಾಮಾನ ವೈಪರೀತ್ಯದಿಂದ ನಷ್ಟ ಅನುಭವಿಸುತ್ತೇವೆ. ಕಳೆದ ಎರಡು ಮೂರು ವರ್ಷಗಳಿಂದ ಇತರೆ ದೇಶಗಳ ಯುದ್ಧ ನಡೆಯುತ್ತಿದೆ. ನಮ್ಮ ಭಾರತ ದೇಶವು ವಿಶ್ವಶಾಂತಿಗಾಗಿ ಹೆಚ್ಚಿನ ರೀತಿ ಮುಂದಾಗಿದೆ. ಸಮಾಜದಲ್ಲಿ ಉತ್ತಮ ವಾತಾವರಣ ನಿರ್ಮಾಣ ಮಾಡಲು ಪ್ರತಿಯೊಬ್ಬರೂ ಮುಂದಾಗಬೇಕು. ಪರಿಸರದ ಬಗ್ಗೆ ಹೆಚ್ಚಿನ ಕಾಳಜಿ ವಹಿಸಬೇಕು ಎಂದು ಕರೆ ನೀಡಿದರು. ಕಸಾಪ ಗೌರವಾಧ್ಯಕ್ಷ ರವೀಶಕುಂಚಿಯ, ಜಿಲ್ಲಾ ಪತ್ರಕರ್ತರ ಸಂಘದ ಜಿಲ್ಲಾಧ್ಯಕ್ಷ ಲೀಲಾವತಿ, ಗಿರಿ ಮೆಡಿಕಲ್ ಮಾಲೀಕರಾದ ಗಿರೀಗೌಡ, ಶ್ರೀ ರಂಗನಾಥ ಪ್ರೌಢಶಾಲೆ ಕಾರ್ಯದರ್ಶಿ ಕಾಂತರಾಜು	[757, 530, 1108, 693]
article-workshop-text-3: ಯತ ಎಂಬುದು ಬೇರೆಯಲ್ಲ ಎರಡೂ ಒಂದೇ ಎಂದು 2017 ರಲ್ಲಿ ಕಟ್ಟಿಗೆ ಈ ರೀತಿಯ ಬೇಡಿಕೆಗಳಿಗೆ ರಾಜ್ಯದಲ್ಲಿ ಸಾಕಷ್ಟು ಹೋರಾಟಗಳು ನಡೆದವು. ಬಸವ ತತ್ವ ಪ್ರಚಾರ ಪ್ರತಿಯೊಬ್ಬರ ಹಕ್ಕು: ಬಸವ ತತ್ವ ಬಸವ ಸಂಸ್ಕೃತಿ ಎಲ್ಲರಿಗೂ ಸೇರಿದ್ದು. ಸಭೆಯಲ್ಲಿ ಹಾಸನ ಜಿಲ್ಲೆಯ ಅಖಿಲ ಭಾರತ ವೀರಶೈವ ಲಿಂಗಾಯತ ಮಹಾಸಭಾ ಜಿಲ್ಲಾ ಘಟಕದ ಪದಾಧಿಕಾರಿಗಳು, ತಾಲೂಕು ಘಟಕಗಳ ಅಧ್ಯಕ್ಷರು ಹಾಗೂ ಸಮಾಜದ ಮುಖಂಡರು ಪಾಲ್ಗೊಂಡಿದ್ದರು. ಕಾರ್ಯಕ್ರಮದಲ್ಲಿ ಪರಮಹಂಸ ಶ್ರೀ ಸೋಮಶೇಖರ ಸ್ವಾಮೀಜಿ ಸಾನಿಧ್ಯ ವಹಿಸಿದ್ದರು. ವೀರಶೈವ ಲಿಂಗಾಯತ ಸಮಾಜದ ಏಕತೆಗಾಗಿ ಎಲ್ಲರೂ ಶ್ರಮಿಸಬೇಕು. ಬೇಲೂರು ತಾಲೂಕು ಘಟಕದ ಅಧ್ಯಕ್ಷರು, ಯುವ ಘಟಕದ ಅಧ್ಯಕ್ಷ ಚೇತನ್, ಮಹಿಳಾ ಘಟಕದ ಪದಾಧಿಕಾರಿಗಳು ಹಾಜರಿದ್ದರು.	[768, 1784, 1134, 1928]
article-rpv-col-1	[389, 528, 746, 723]
footer-imprint	[18, 2337, 1494, 2441]
article-law-col-1	[27, 1263, 177, 1671]
article-law-col-2	[186, 1452, 390, 1671]
article-workshop-col-1	[21, 1782, 402, 2328]
article-rpv-text-1: ಹೊಟ್ಟೆ ತುಂಬಿದವರಿಗೆ ನೀವು ಏನೆ ಹೇಳಿದರೂ ಕೂಡ ಜಗತ್ತಿನ ಯಾವುದೇ ಅರ್ಥವಾಗುವುದಿಲ್ಲ. ಒಂದು ತುತ್ತು ಮಾದಿನ ಹಿಂದೆ ಬಗ್ಗೆ ತಿಳಿದರೇ ಕಷ್ಟದ ಬಗ್ಗೆ ತಿಳಿದುಕೊಳ್ಳುತ್ತಾರೆ. ಪ್ರಸ್ತುತದಲ್ಲಿ ಮ್ಯಾಜಿಕ್ ಚಿತ್ರಗಳೆಲ್ಲಾ ಮಾಯವಾಗಿವೆ. ಇವತ್ತಿನ ಸಂದರ್ಭ, ಕಾಲಘಟ್ಟ ಬದಲಾಗಿದೆ ಎಂದು ಬೇಸರವ್ಯಕ್ತಪಡಿಸಿದರು. ನಿಮ್ಮ ಅಪ್ಪ, ಅಜ್ಜಿ ಮಾತ್ರವಲ್ಲ ನಾವು ಯಾವುದೇ ಪರಂಪರೆ ಬದಲಾಗಿದೆ ಎಂದು ಹೇಳಿದರು. ಸಂಸಾರ ಇರುತ್ತಿತ್ತು. ತುಂಬಿದ ಮೌಲ್ಯಗಳು ಇರುತ್ತಿತ್ತು. ಈಗ ಎಲ್ಲವೂ ಕೂಡ ಬದಲಾಗಿದೆ. ಹಿಂದಿನ ಕಾಲದಲ್ಲಿ ಅಜ್ಜಿ ಕಥೆಗಳು ಮಕ್ಕಳಿಗೆ ಮೌಲ್ಯಗಳನ್ನು ಕಲಿಸುತ್ತಿದ್ದವು. ಆದರೆ ಈಗ ಮಾನವೀಯ ಗುಣಗಳು, ಮೌಲ್ಯಗಳು ಎಂದಿತ ಇಂದು ಇಲ್ಲ. ಆಧುನಿಕ ಪ್ರಪಂಚದಲ್ಲಿ ಹೊಂದುತ್ತಿದ್ದೇವೆ. ಆದರೆ ಮಾನವೀಯತೆ ಮುಖ್ಯ ಎಂದು ಹೇಳಿದರು. ಮೊದಲು ಮಾನವನಾಗು, ಮೌಲ್ಯಗಳನ್ನು ಅಳವಡಿಸಿ ಕೊಂಡು ಸೇವೆ ಮಾಡಿದರೆ ಉತ್ತಮ ಸಮಾಜ ನಿರ್ಮಾಣ	[389, 530, 746, 712]
article-rpv-col-3	[1122, 528, 1491, 723]
photo-law-awareness-stage	[186, 1263, 606, 1443]
photo-atm-cctv	[804, 1257, 1122, 1437]
